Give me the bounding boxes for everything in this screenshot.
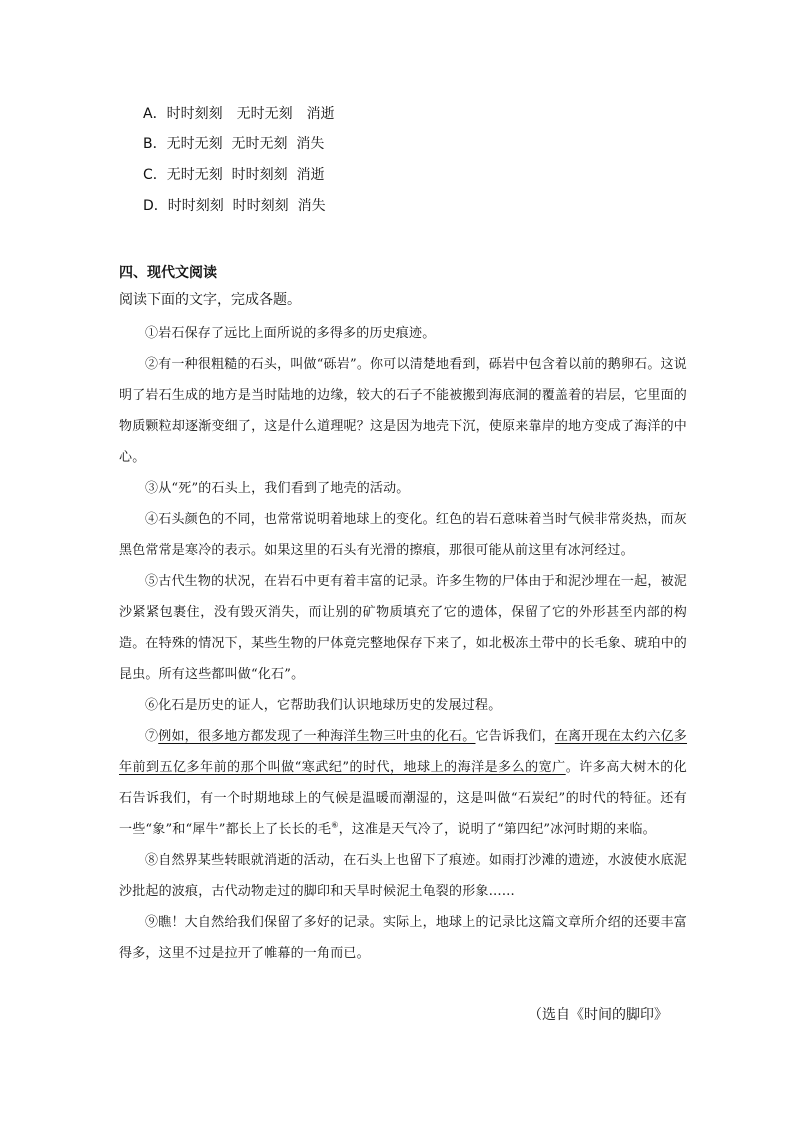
- source-citation: （选自《时间的脚印》: [528, 1007, 668, 1023]
- underlined-sentence-2: 在离开现在太约六亿多年前到五亿多年前的那个叫做“寒武纪”的时代，地球上的海洋是多么的宽广: [119, 729, 688, 775]
- paragraph-5: ⑤古代生物的状况，在岩石中更有着丰富的记录。许多生物的尸体由于和泥沙埋在一起，被泥沙紧紧包裹住，没有毁灭消失，而让别的矿物质填充了它的遗体，保留了它的外形甚至内部的构造。在特殊的情况下，某些生物的尸体竟完整地保存下来了，如北极冻土带中的长毛象、琥珀中的昆虫。所有这些都叫做“化石”。: [119, 574, 687, 682]
- paragraph-7-number: ⑦: [145, 729, 159, 744]
- reading-passage: [119, 318, 687, 969]
- option-d: D．时时刻刻 时时刻刻 消失: [143, 198, 326, 214]
- paragraph-7-text-3: ，这准是天气冷了，说明了“第四纪”冰河时期的来临。: [338, 822, 656, 837]
- paragraph-7-text-2: 。许多高大树木的化石告诉我们，有一个时期地球上的气候是温暖而潮湿的，这是叫做“石炭纪”的时代的特征。还有一些“象”和“犀牛”都长上了长长的毛: [119, 760, 687, 837]
- paragraph-8: ⑧自然界某些转眼就消逝的活动，在石头上也留下了痕迹。如雨打沙滩的遗迹，水波使水底泥沙批起的波痕，古代动物走过的脚印和天旱时候泥土龟裂的形象……: [119, 853, 687, 899]
- paragraph-7: [119, 721, 687, 845]
- paragraph-3: ③从“死”的石头上，我们看到了地壳的活动。: [145, 481, 410, 496]
- paragraph-6: ⑥化石是历史的证人，它帮助我们认识地球历史的发展过程。: [145, 698, 502, 713]
- paragraph-7-text: 它告诉我们，: [475, 729, 555, 744]
- option-a: A．时时刻刻 无时无刻 消逝: [143, 106, 335, 122]
- paragraph-4: ④石头颜色的不同，也常常说明着地球上的变化。红色的岩石意味着当时气候非常炎热，而灰黑色常常是寒冷的表示。如果这里的石头有光滑的擦痕，那很可能从前这里有冰河经过。: [119, 512, 687, 558]
- option-b: B．无时无刻 无时无刻 消失: [143, 136, 325, 152]
- paragraph-9: ⑨瞧！大自然给我们保留了多好的记录。实际上，地球上的记录比这篇文章所介绍的还要丰富得多，这里不过是拉开了帷幕的一角而已。: [119, 915, 687, 961]
- instruction-text: 阅读下面的文字，完成各题。: [119, 292, 301, 308]
- paragraph-1: ①岩石保存了远比上面所说的多得多的历史痕迹。: [145, 326, 436, 341]
- paragraph-2: ②有一种很粗糙的石头，叫做“砾岩”。你可以清楚地看到，砾岩中包含着以前的鹅卵石。这说明了岩石生成的地方是当时陆地的边缘，较大的石子不能被搬到海底洞的覆盖着的岩层，它里面的物质颗粒却逐渐变细了，这是什么道理呢？这是因为地壳下沉，使原来靠岸的地方变成了海洋的中心。: [119, 357, 687, 465]
- footnote-marker: ⑥: [331, 820, 339, 830]
- section-title: 四、现代文阅读: [119, 265, 217, 281]
- underlined-sentence-1: 例如，很多地方都发现了一种海洋生物三叶虫的化石。: [158, 729, 476, 744]
- option-c: C．无时无刻 时时刻刻 消逝: [143, 167, 325, 183]
